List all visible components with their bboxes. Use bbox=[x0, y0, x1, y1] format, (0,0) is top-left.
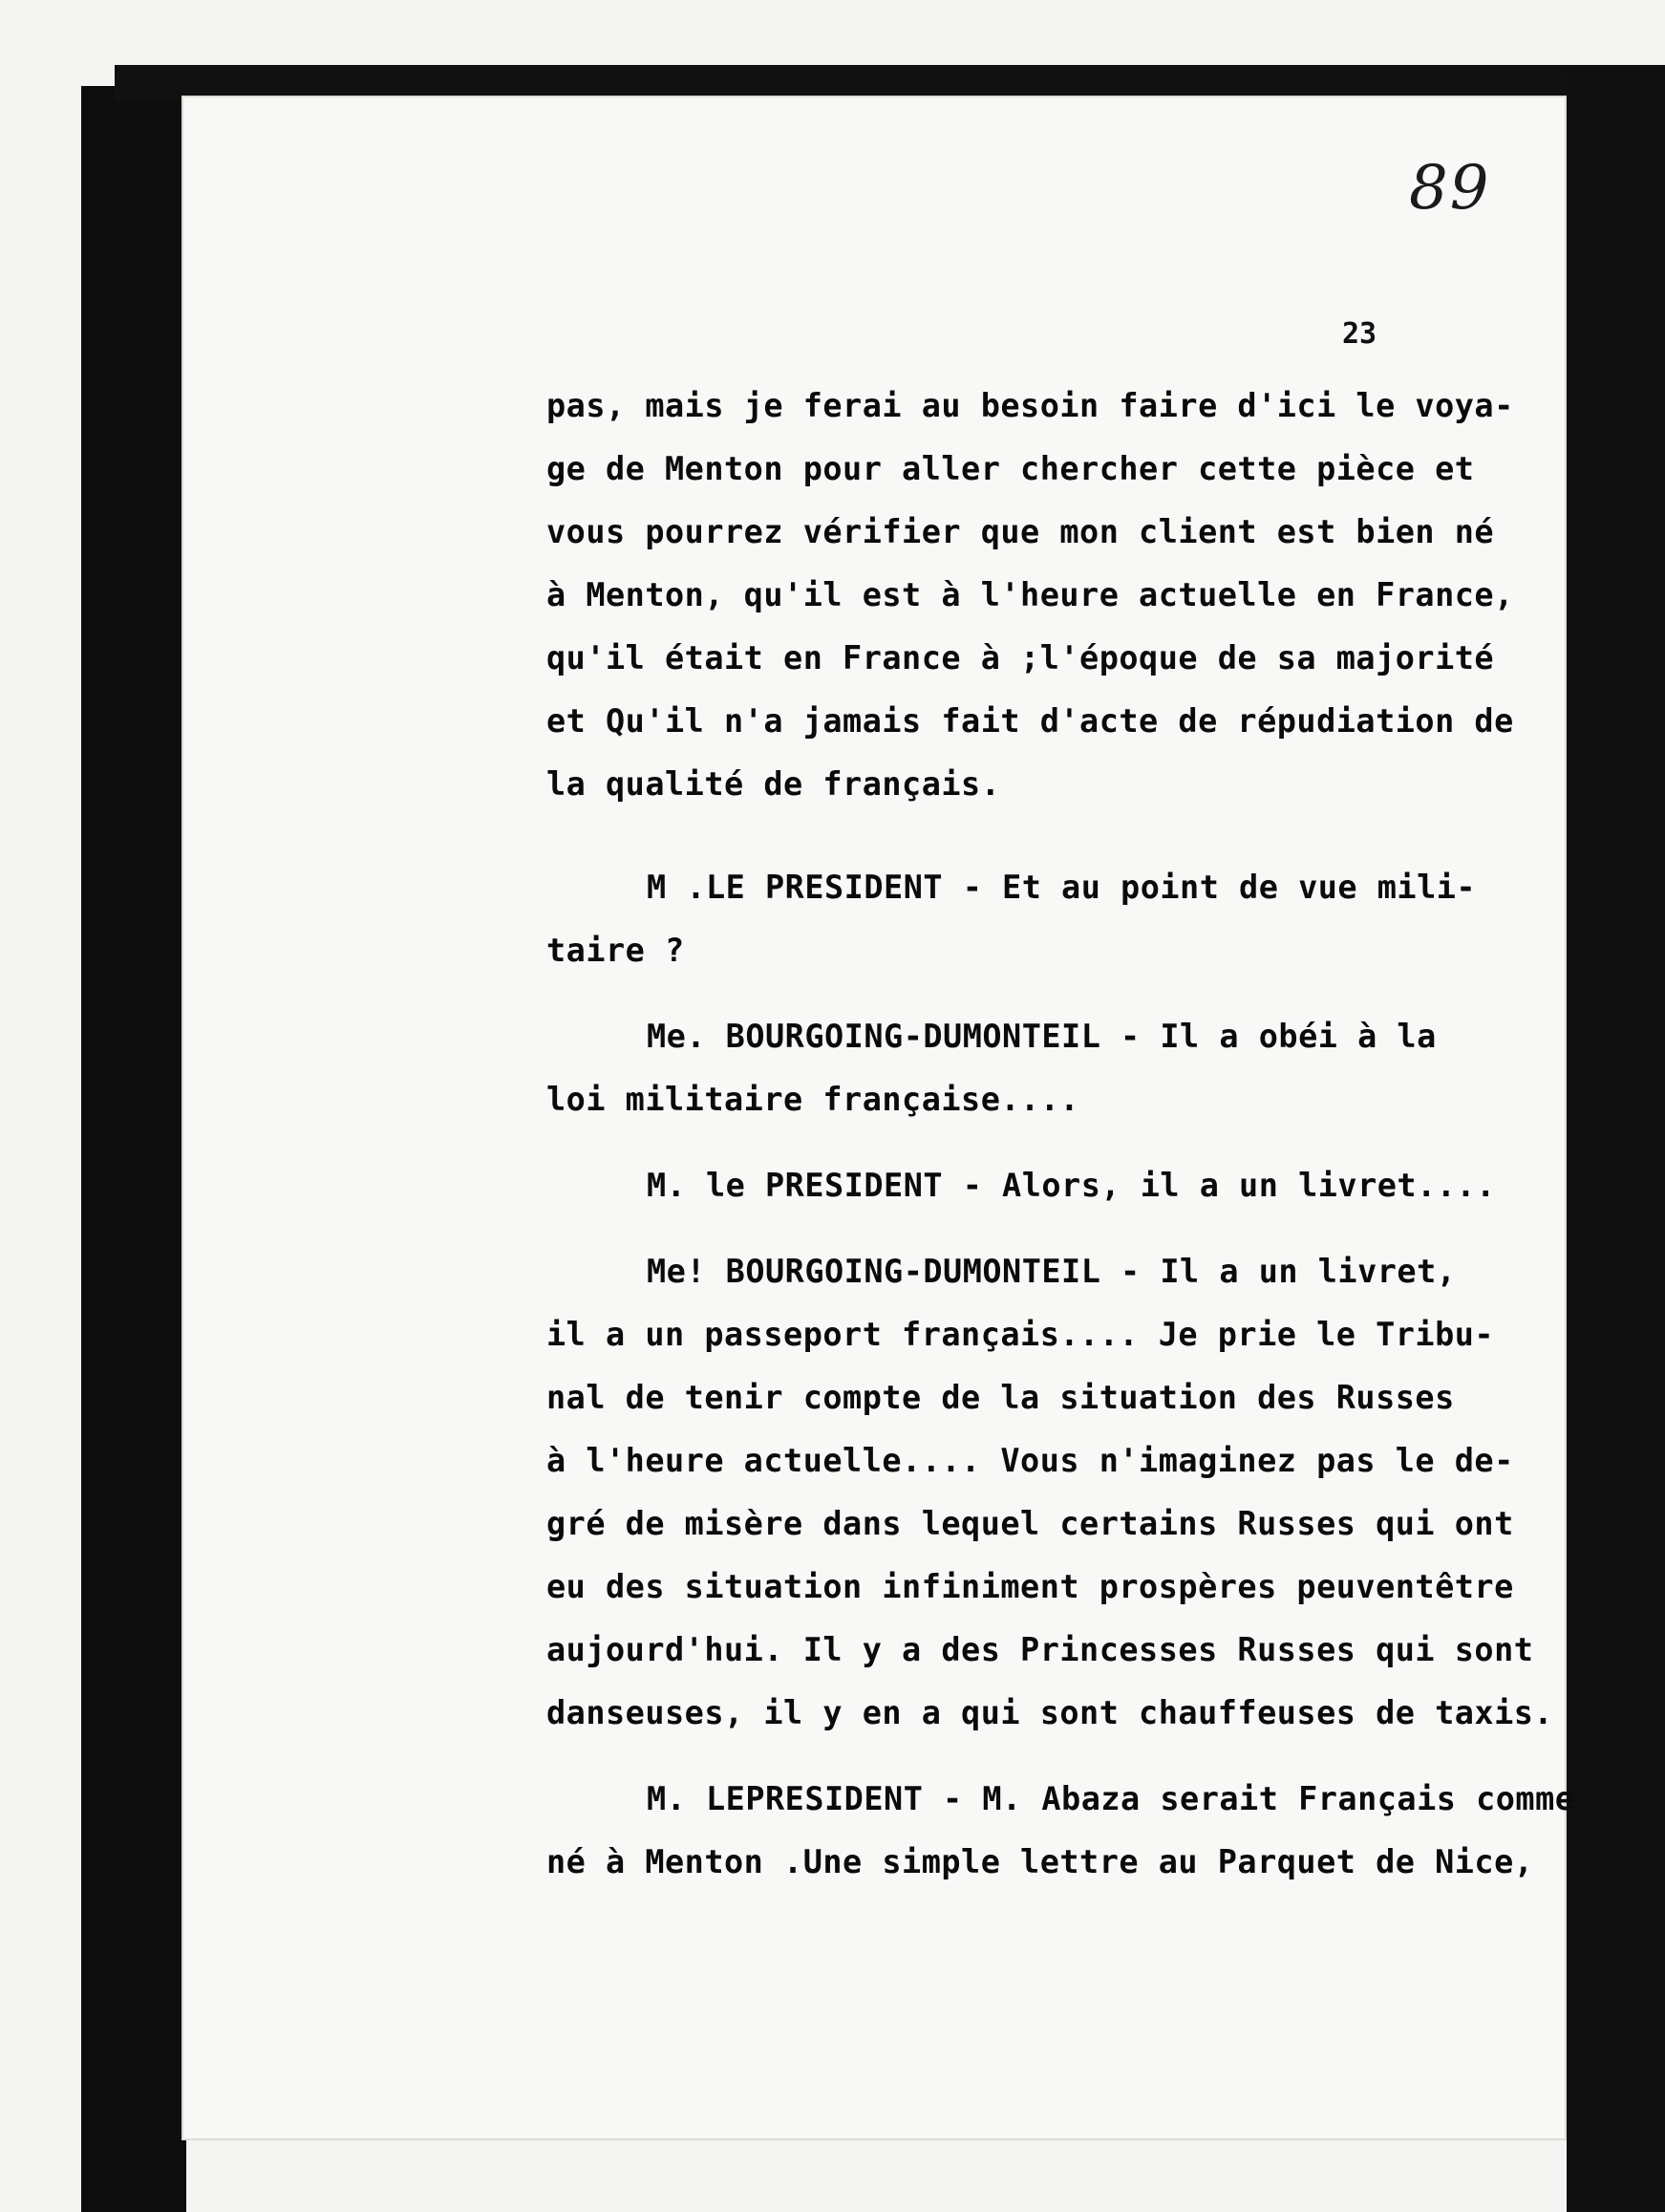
text-line: taire ? bbox=[546, 932, 685, 969]
text-line: gré de misère dans lequel certains Russes qui ont bbox=[546, 1505, 1514, 1542]
speaker-line: M. LEPRESIDENT - M. Abaza serait Français comme bbox=[647, 1780, 1575, 1817]
page-number: 23 bbox=[1342, 317, 1377, 351]
text-line: né à Menton .Une simple lettre au Parquet de Nice, bbox=[546, 1843, 1534, 1880]
folio-number: 89 bbox=[1409, 153, 1491, 224]
text-line: et Qu'il n'a jamais fait d'acte de répudiation de bbox=[546, 702, 1514, 740]
speaker-line: Me! BOURGOING-DUMONTEIL - Il a un livret, bbox=[647, 1253, 1457, 1290]
right-border bbox=[1567, 65, 1665, 2212]
binding-shadow bbox=[81, 86, 186, 2212]
text-line: à l'heure actuelle.... Vous n'imaginez pas le de- bbox=[546, 1442, 1514, 1479]
text-line: vous pourrez vérifier que mon client est bien né bbox=[546, 513, 1495, 550]
text-line: ge de Menton pour aller chercher cette pièce et bbox=[546, 450, 1475, 487]
typed-text-block bbox=[546, 375, 1575, 1894]
text-line: loi militaire française.... bbox=[546, 1081, 1080, 1118]
speaker-line: M. le PRESIDENT - Alors, il a un livret.... bbox=[647, 1167, 1496, 1204]
previous-page-edge bbox=[0, 86, 94, 2212]
text-line: aujourd'hui. Il y a des Princesses Russes qui sont bbox=[546, 1631, 1534, 1668]
text-line: qu'il était en France à ;l'époque de sa majorité bbox=[546, 639, 1495, 676]
text-line: à Menton, qu'il est à l'heure actuelle en France, bbox=[546, 576, 1514, 613]
text-line: danseuses, il y en a qui sont chauffeuses de taxis. bbox=[546, 1694, 1554, 1731]
text-line: il a un passeport français.... Je prie le Tribu- bbox=[546, 1316, 1495, 1353]
text-line: nal de tenir compte de la situation des Russes bbox=[546, 1379, 1455, 1416]
text-line: la qualité de français. bbox=[546, 765, 1001, 803]
speaker-line: Me. BOURGOING-DUMONTEIL - Il a obéi à la bbox=[647, 1018, 1437, 1055]
text-line: eu des situation infiniment prospères peuventêtre bbox=[546, 1568, 1514, 1605]
text-line: pas, mais je ferai au besoin faire d'ici le voya- bbox=[546, 387, 1514, 424]
speaker-line: M .LE PRESIDENT - Et au point de vue mili- bbox=[647, 869, 1477, 906]
